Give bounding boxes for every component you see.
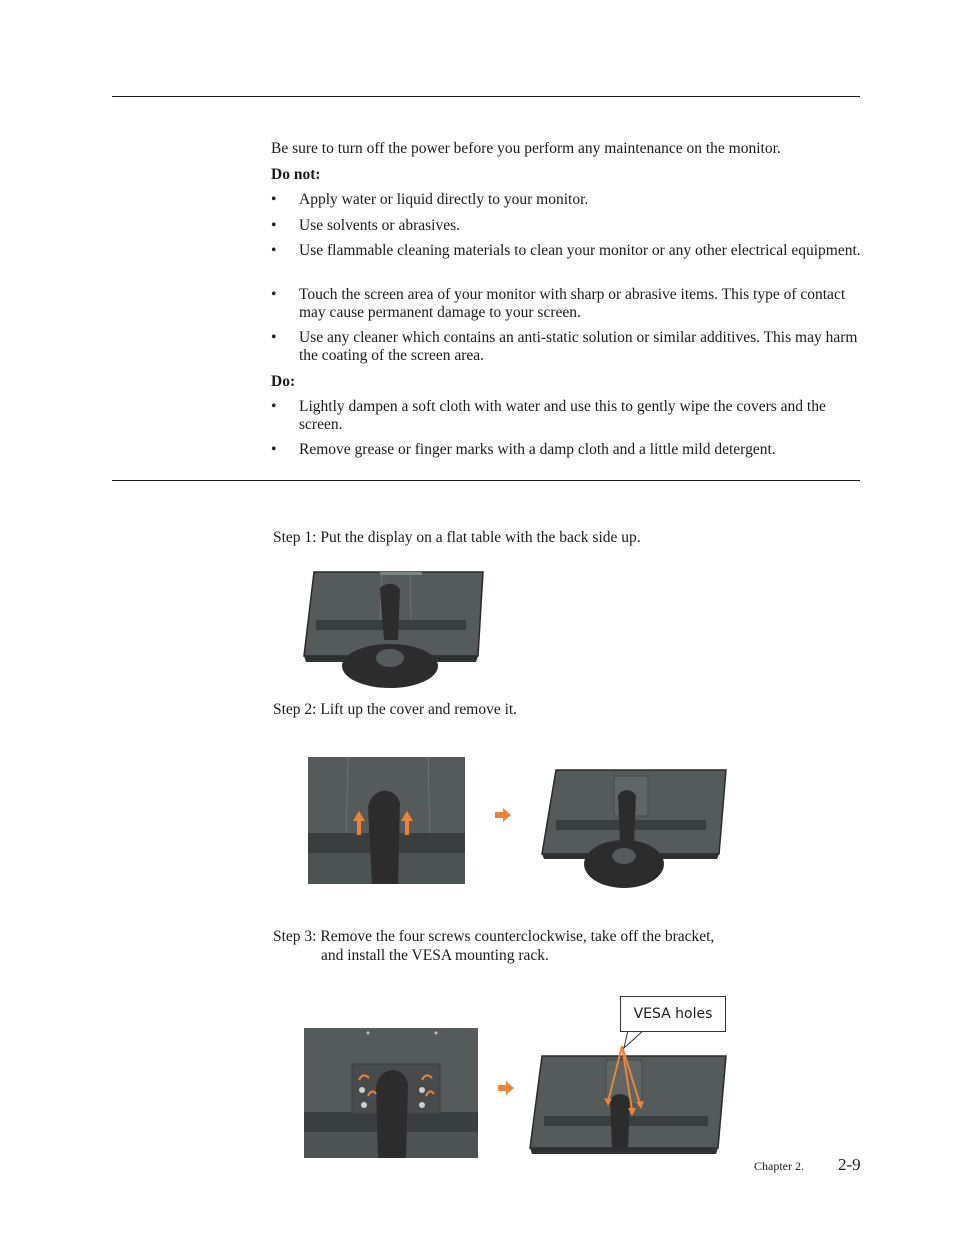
cover-lift-figure [308,757,465,884]
section-rule [112,480,860,481]
step1-text: Step 1: Put the display on a flat table with the back side up. [273,529,641,546]
do-item-text: Lightly dampen a soft cloth with water and use this to gently wipe the covers and the screen. [299,398,826,433]
do-not-item-text: Use flammable cleaning materials to clean your monitor or any other electrical equipment. [299,242,861,259]
step3-text-line2: and install the VESA mounting rack. [321,947,549,964]
bullet-icon: • [271,286,277,303]
bullet-icon: • [271,217,277,234]
bullet-icon: • [271,191,277,208]
footer-chapter: Chapter 2. [754,1159,804,1173]
do-not-item-text: Use solvents or abrasives. [299,217,460,234]
maintenance-intro: Be sure to turn off the power before you perform any maintenance on the monitor. [271,140,781,157]
do-not-heading: Do not: [271,166,321,183]
next-arrow-icon [498,1081,514,1095]
next-arrow-icon [495,808,511,822]
footer-page-number: 2-9 [838,1155,861,1174]
do-item-text: Remove grease or finger marks with a damp cloth and a little mild detergent. [299,441,776,458]
do-not-item-text: Use any cleaner which contains an anti-static solution or similar additives. This may harm the coating of the screen area. [299,329,858,364]
bullet-icon: • [271,441,277,458]
vesa-holes-callout: VESA holes [620,996,726,1032]
cover-removed-figure [538,766,730,892]
do-not-item-text: Apply water or liquid directly to your monitor. [299,191,589,208]
bullet-icon: • [271,398,277,415]
monitor-back-figure [300,568,488,692]
step3-text-line1: Step 3: Remove the four screws counterclockwise, take off the bracket, [273,928,715,945]
bullet-icon: • [271,329,277,346]
bullet-icon: • [271,242,277,259]
callout-pointer-icon [622,1030,652,1050]
do-not-item-text: Touch the screen area of your monitor with sharp or abrasive items. This type of contact may cause permanent damage to your screen. [299,286,846,321]
screws-removal-figure [304,1028,478,1158]
do-heading: Do: [271,373,296,390]
step2-text: Step 2: Lift up the cover and remove it. [273,701,518,718]
top-rule [112,96,860,97]
